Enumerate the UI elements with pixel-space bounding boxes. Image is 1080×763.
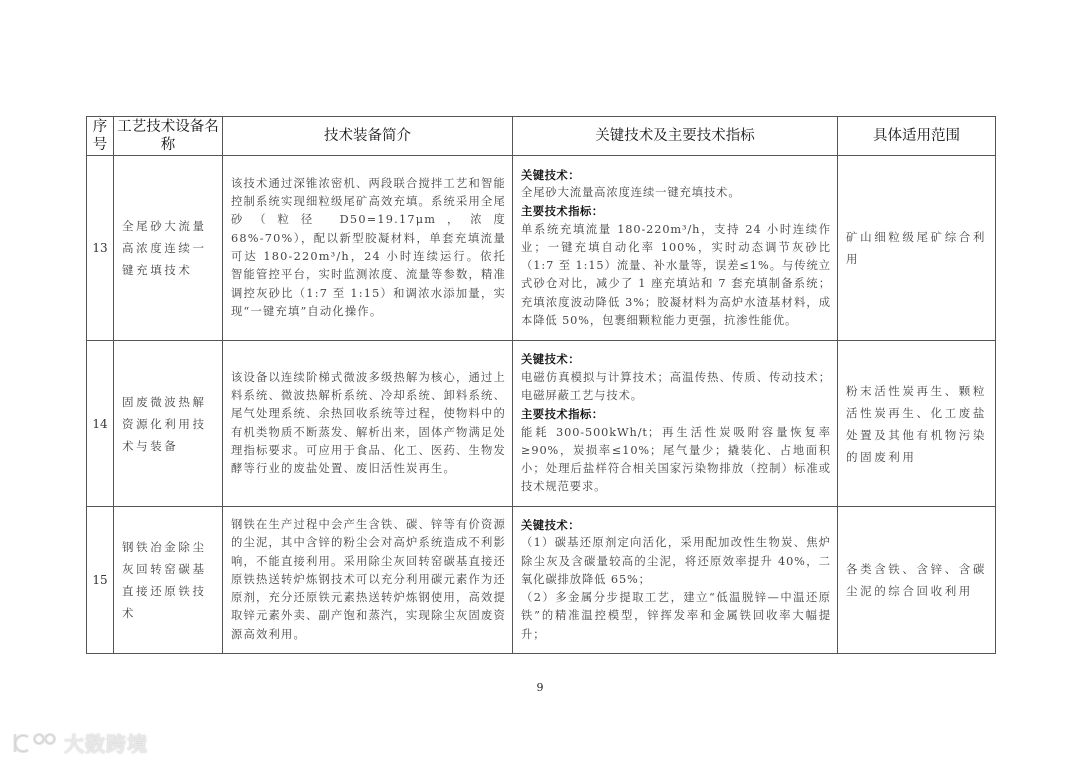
technology-equipment-table <box>86 116 996 654</box>
row-application-scope: 各类含铁、含锌、含碳尘泥的综合回收利用 <box>838 507 996 654</box>
key-tech-text: 全尾砂大流量高浓度连续一键充填技术。 <box>521 185 741 199</box>
row-equipment-name: 全尾砂大流量高浓度连续一键充填技术 <box>114 156 223 341</box>
key-tech-label: 关键技术： <box>521 352 580 367</box>
header-equipment-name: 工艺技术设备名称 <box>114 117 223 156</box>
key-tech-label: 关键技术： <box>521 167 580 182</box>
brand-logo-icon <box>10 730 58 756</box>
header-introduction: 技术装备简介 <box>223 117 513 156</box>
row-serial-number: 15 <box>87 507 114 654</box>
row-serial-number: 13 <box>87 156 114 341</box>
key-tech-label: 关键技术： <box>521 517 580 532</box>
row-key-technology <box>513 341 838 507</box>
page-number: 9 <box>536 681 544 694</box>
row-key-technology <box>513 156 838 341</box>
key-tech-text: 电磁仿真模拟与计算技术；高温传热、传质、传动技术；电磁屏蔽工艺与技术。 <box>521 370 831 402</box>
row-equipment-name: 固废微波热解资源化利用技术与装备 <box>114 341 223 507</box>
key-tech-item: （1）碳基还原剂定向活化，采用配加改性生物炭、焦炉除尘灰及含碳量较高的尘泥，将还原效率提升 40%，二氧化碳排放降低 65%； <box>521 536 831 586</box>
row-application-scope: 矿山细粒级尾矿综合利用 <box>838 156 996 341</box>
watermark-brand-text: 大数跨境 <box>64 732 148 756</box>
row-introduction: 钢铁在生产过程中会产生含铁、碳、锌等有价资源的尘泥，其中含锌的粉尘会对高炉系统造成不利影响，不能直接利用。采用除尘灰回转窑碳基直接还原铁热送转炉炼钢技术可以充分利用碳元素作为还原剂，充分还原铁元素热送转炉炼钢使用，高效提取锌元素外卖、副产饱和蒸汽，实现除尘灰固废资源高效利用。 <box>223 507 513 654</box>
table-row <box>87 156 996 341</box>
watermark <box>10 728 148 757</box>
key-tech-item: （2）多金属分步提取工艺，建立“低温脱锌—中温还原铁”的精准温控模型，锌挥发率和金属铁回收率大幅提升； <box>521 591 831 641</box>
row-introduction: 该技术通过深锥浓密机、两段联合搅拌工艺和智能控制系统实现细粒级尾矿高效充填。系统采用全尾砂（粒径 D50=19.17μm，浓度 68%-70%），配以新型胶凝材料，单套充填流量可达 180-220m³/h，24 小时连续运行。依托智能管控平台，实时监测浓度、流量等参数，精准调控灰砂比（1:7 至 1:15）和调浓水添加量，实现“一键充填”自动化操作。 <box>223 156 513 341</box>
row-introduction: 该设备以连续阶梯式微波多级热解为核心，通过上料系统、微波热解析系统、冷却系统、卸料系统、尾气处理系统、余热回收系统等过程，使物料中的有机类物质不断蒸发、解析出来，固体产物满足处理指标要求。可应用于食品、化工、医药、生物发酵等行业的废盐处置、废旧活性炭再生。 <box>223 341 513 507</box>
row-serial-number: 14 <box>87 341 114 507</box>
indicators-text: 能耗 300-500kWh/t；再生活性炭吸附容量恢复率≥90%，炭损率≤10%；尾气量少；撬装化、占地面积小；处理后盐样符合相关国家污染物排放（控制）标准或技术规范要求。 <box>521 425 831 494</box>
row-key-technology <box>513 507 838 654</box>
indicators-text: 单系统充填流量 180-220m³/h，支持 24 小时连续作业；一键充填自动化率 100%，实时动态调节灰砂比（1:7 至 1:15）流量、补水量等，误差≤1%。与传统立式砂仓对比，减少了 1 座充填站和 7 套充填制备系统；充填浓度波动降低 3%；胶凝材料为高炉水渣基材料，成本降低 50%，包裹细颗粒能力更强，抗渗性能优。 <box>521 222 831 328</box>
row-equipment-name: 钢铁冶金除尘灰回转窑碳基直接还原铁技术 <box>114 507 223 654</box>
table-row <box>87 507 996 654</box>
header-application-scope: 具体适用范围 <box>838 117 996 156</box>
indicators-label: 主要技术指标： <box>521 407 604 422</box>
indicators-label: 主要技术指标： <box>521 204 604 219</box>
header-key-technology: 关键技术及主要技术指标 <box>513 117 838 156</box>
row-application-scope: 粉末活性炭再生、颗粒活性炭再生、化工废盐处置及其他有机物污染的固废利用 <box>838 341 996 507</box>
table-header-row <box>87 117 996 156</box>
header-serial-number: 序号 <box>87 117 114 156</box>
table-row <box>87 341 996 507</box>
